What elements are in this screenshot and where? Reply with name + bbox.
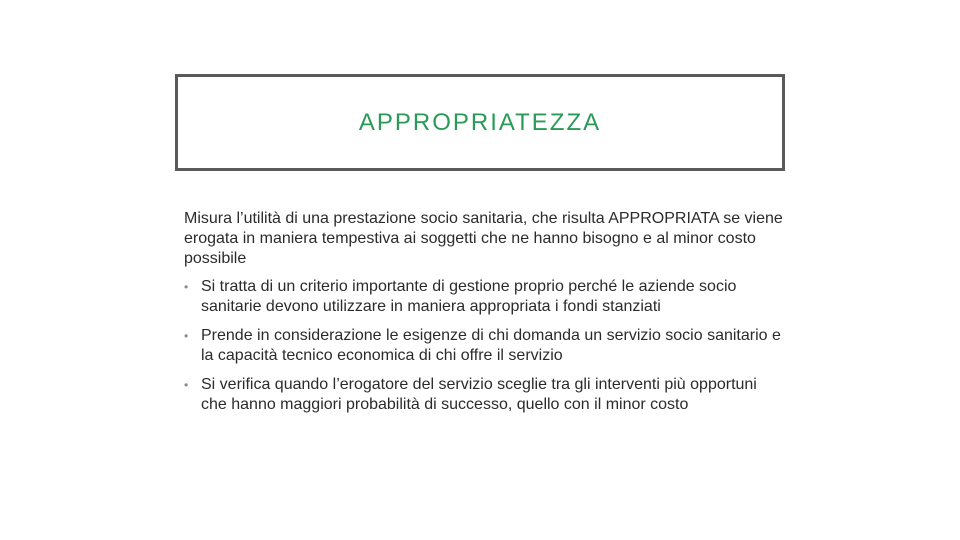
title-box: [175, 74, 785, 171]
bullet-text: Si tratta di un criterio importante di gestione proprio perché le aziende socio sanitarie devono utilizzare in maniera appropriata i fondi stanziati: [201, 278, 737, 315]
intro-paragraph: Misura l’utilità di una prestazione socio sanitaria, che risulta APPROPRIATA se viene erogata in maniera tempestiva ai soggetti che ne hanno bisogno e al minor costo possibile: [184, 210, 783, 267]
slide-body: [184, 209, 784, 424]
bullet-item: [184, 375, 784, 415]
bullet-list: [184, 277, 784, 415]
bullet-dot-icon: •: [184, 329, 189, 343]
bullet-dot-icon: •: [184, 378, 189, 392]
bullet-text: Si verifica quando l’erogatore del servizio sceglie tra gli interventi più opportuni che hanno maggiori probabilità di successo, quello con il minor costo: [201, 376, 757, 413]
bullet-item: [184, 326, 784, 366]
bullet-text: Prende in considerazione le esigenze di chi domanda un servizio socio sanitario e la capacità tecnico economica di chi offre il servizio: [201, 327, 781, 364]
bullet-item: [184, 277, 784, 317]
bullet-dot-icon: •: [184, 280, 189, 294]
slide-title: APPROPRIATEZZA: [358, 108, 602, 136]
